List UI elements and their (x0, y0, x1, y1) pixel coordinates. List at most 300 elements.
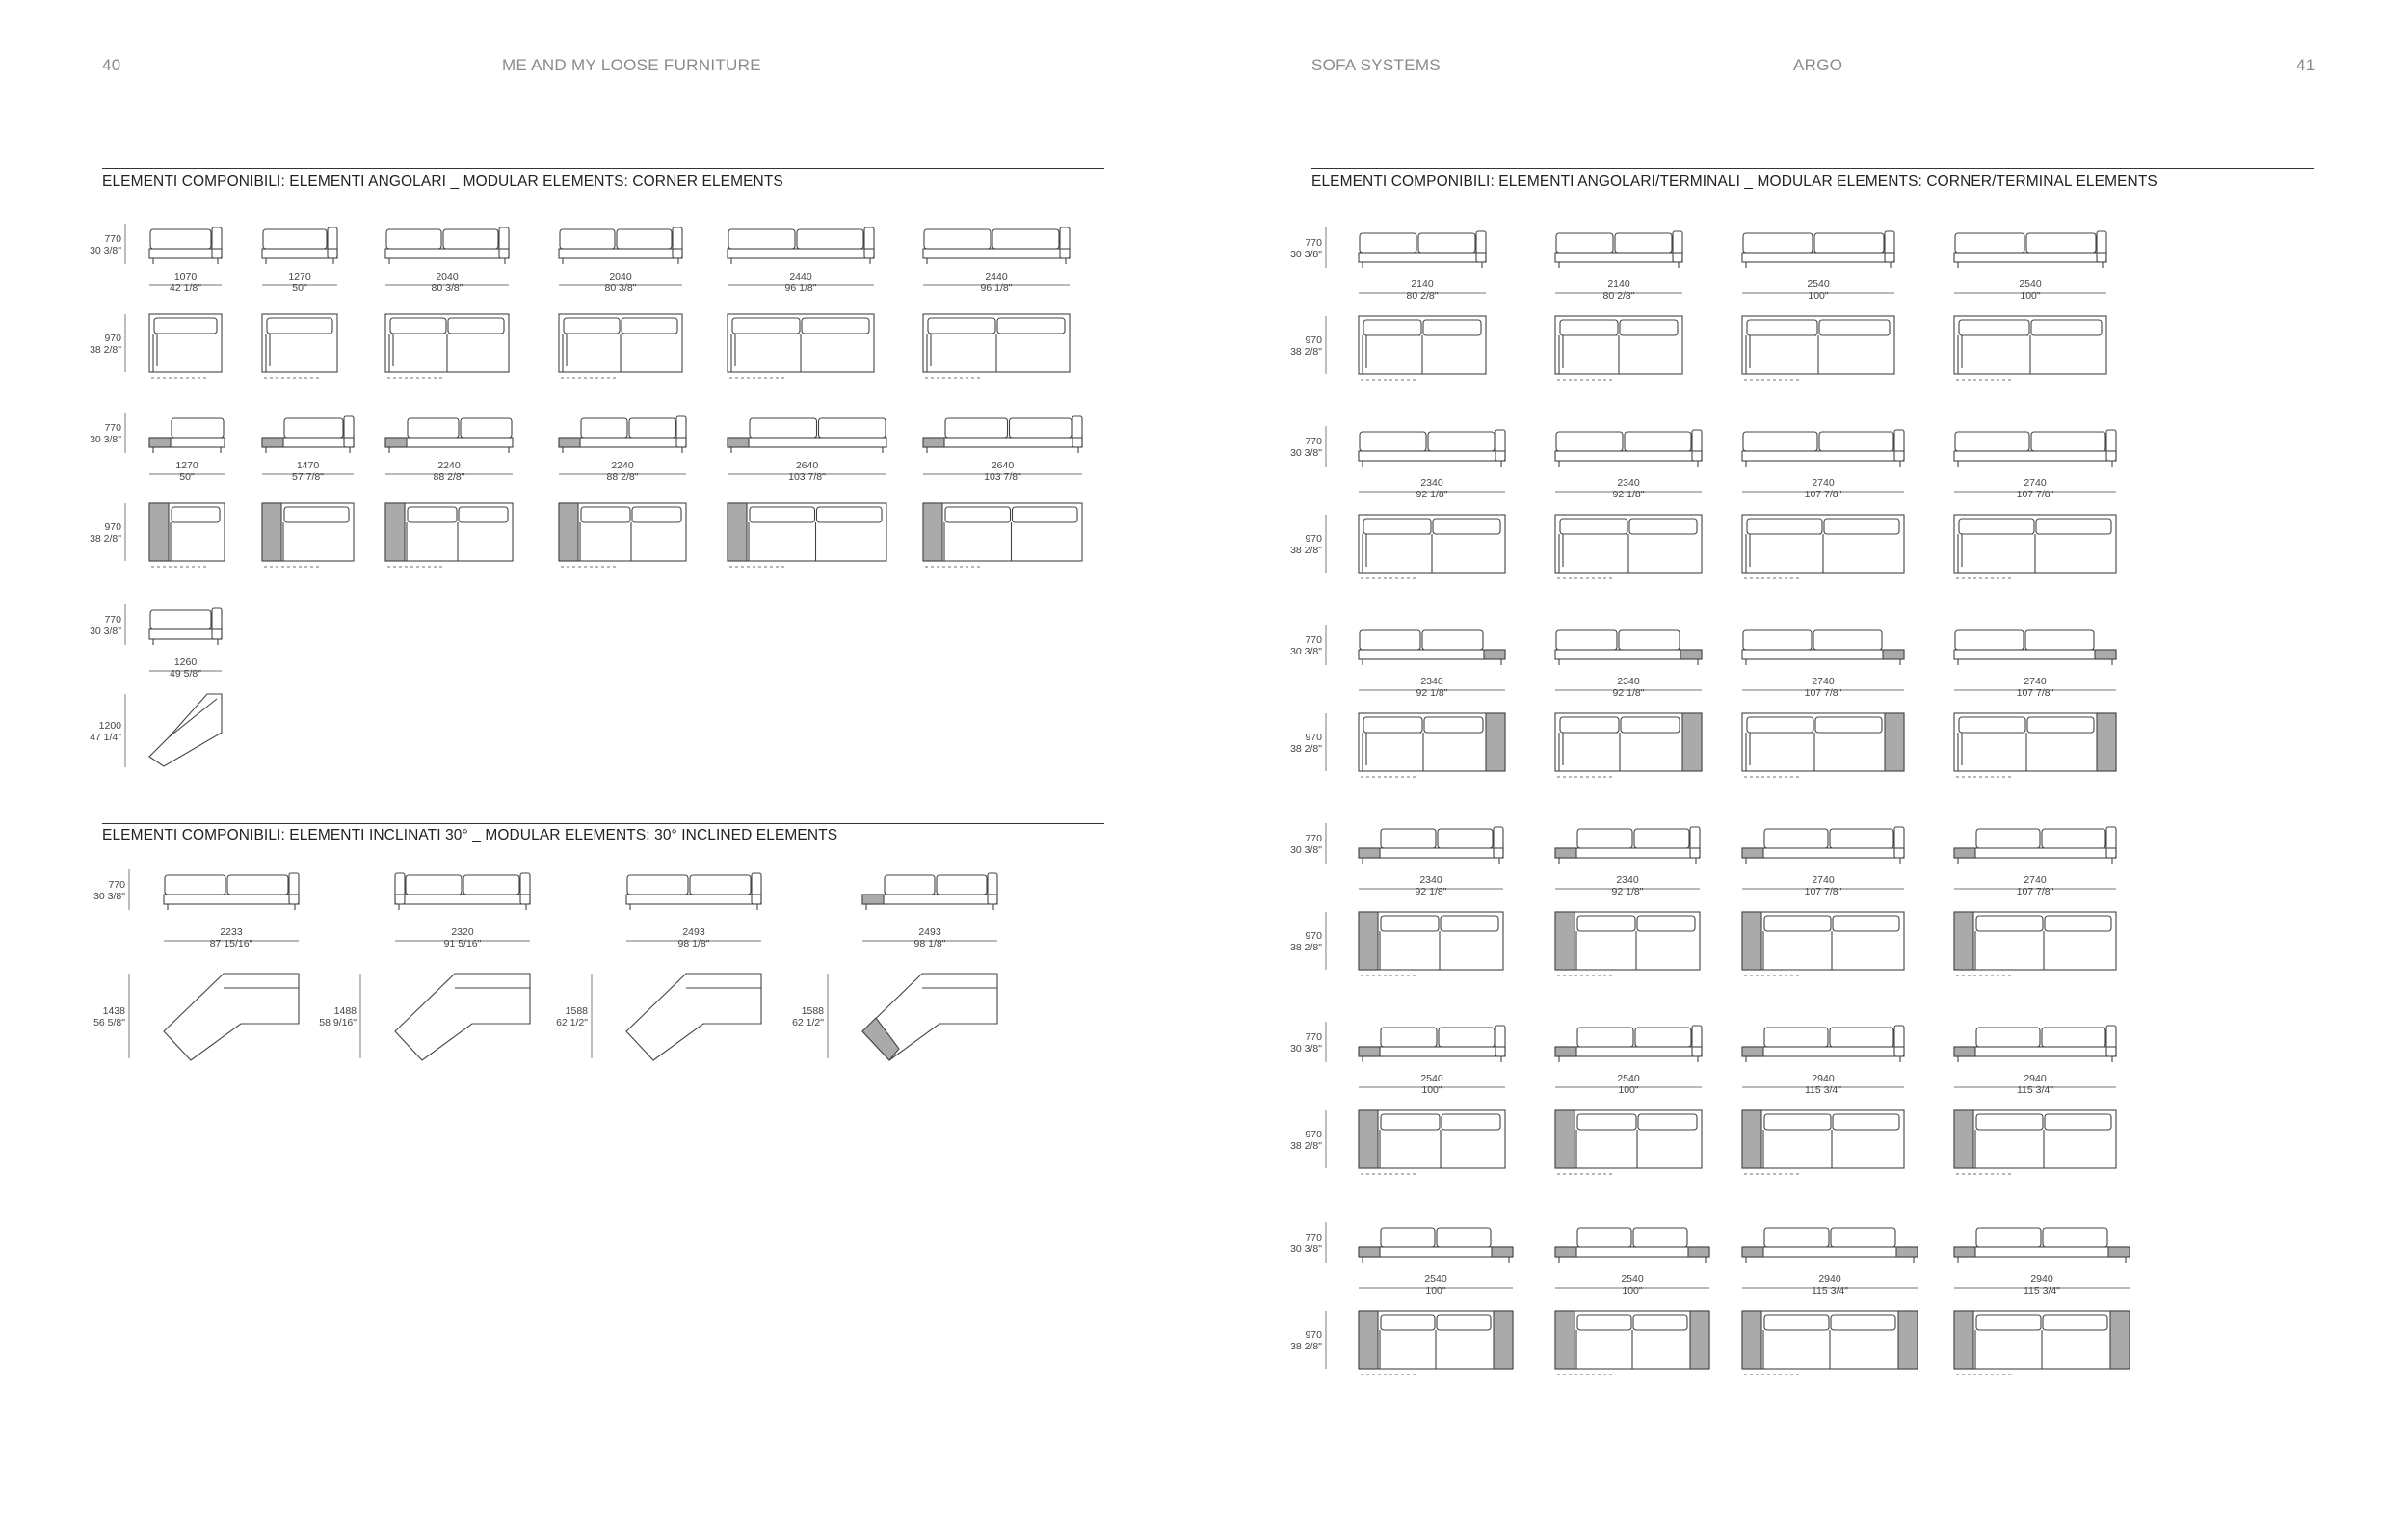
plan-view (1954, 1311, 2130, 1375)
terminal-module-4-1 (1555, 1026, 1702, 1174)
outline (945, 418, 1008, 438)
dimension-inch: 107 7/8" (1804, 886, 1842, 897)
dimension-mm: 2320 (451, 926, 474, 938)
outline (750, 418, 817, 438)
outline (1359, 1247, 1513, 1257)
dimension-mm: 970 (1305, 334, 1322, 346)
width-dimension (1742, 874, 1904, 897)
outline (1742, 848, 1763, 858)
outline (1381, 1114, 1440, 1130)
terminal-module-0-3 (1954, 231, 2106, 380)
dimension-inch: 92 1/8" (1612, 489, 1645, 500)
width-dimension (1359, 279, 1486, 302)
module-2-0 (90, 604, 222, 767)
outline (1815, 717, 1882, 733)
module-1-3 (559, 416, 686, 567)
front-view (1954, 1228, 2130, 1263)
dimension-inch: 115 3/4" (2024, 1285, 2060, 1296)
dimension-mm: 970 (1305, 1329, 1322, 1341)
dimension-inch: 47 1/4" (90, 732, 121, 743)
outline (1680, 650, 1702, 659)
height-dimension (93, 974, 129, 1058)
outline (1976, 1114, 2043, 1130)
outline (2108, 1247, 2130, 1257)
outline (1363, 717, 1422, 733)
outline (289, 873, 299, 904)
outline (1619, 630, 1680, 650)
outline (385, 503, 405, 561)
terminal-module-3-2 (1742, 827, 1904, 975)
outline (864, 227, 874, 258)
dimension-mm: 2540 (2019, 279, 2042, 290)
outline (1577, 916, 1635, 931)
dimension-inch: 80 2/8" (1406, 290, 1439, 302)
outline (559, 503, 578, 561)
front-view (395, 873, 530, 910)
outline (1954, 451, 2116, 461)
width-dimension (1555, 477, 1702, 500)
front-view (1555, 231, 1682, 268)
plan-view (385, 503, 513, 567)
outline (2031, 432, 2105, 451)
plan-view (262, 314, 337, 378)
width-dimension (923, 271, 1070, 294)
dimension-mm: 2540 (1617, 1073, 1640, 1084)
outline (408, 507, 457, 522)
module-0-3 (559, 227, 682, 378)
outline (1954, 1247, 1975, 1257)
outline (267, 318, 332, 334)
outline (1764, 1028, 1828, 1047)
front-view (1954, 231, 2106, 268)
front-view (1555, 1026, 1702, 1062)
front-view (1954, 630, 2116, 665)
outline (1833, 916, 1899, 931)
outline (1954, 1247, 2130, 1257)
width-dimension (1954, 1273, 2130, 1296)
front-view (1555, 1228, 1709, 1263)
outline (172, 507, 220, 522)
dimension-mm: 770 (1305, 1031, 1322, 1043)
outline (1954, 1047, 2116, 1056)
front-view (385, 227, 509, 264)
width-dimension (728, 460, 886, 483)
outline (395, 873, 405, 904)
outline (1830, 1028, 1893, 1047)
outline (149, 629, 222, 639)
outline (1633, 1228, 1687, 1247)
outline (1954, 1311, 1973, 1369)
terminal-module-5-1 (1555, 1228, 1709, 1375)
dimension-inch: 38 2/8" (1290, 743, 1322, 755)
outline (1556, 630, 1617, 650)
width-dimension (1555, 279, 1682, 302)
outline (885, 875, 935, 895)
outline (1560, 717, 1619, 733)
outline (1954, 253, 2106, 262)
dimension-mm: 2440 (985, 271, 1008, 282)
outline (1894, 430, 1904, 461)
outline (149, 694, 222, 766)
front-view (1555, 630, 1702, 665)
plan-view (1742, 515, 1904, 578)
outline (1954, 912, 1973, 970)
height-dimension (1290, 426, 1326, 467)
outline (629, 418, 675, 438)
outline (728, 503, 886, 561)
outline (1484, 650, 1505, 659)
outline (732, 318, 800, 334)
outline (463, 875, 519, 895)
outline (1560, 519, 1627, 534)
dimension-mm: 2940 (2030, 1273, 2053, 1285)
outline (1690, 1311, 1709, 1369)
height-dimension (90, 503, 125, 561)
width-dimension (164, 926, 299, 949)
terminal-module-2-0 (1290, 625, 1505, 777)
outline (1418, 233, 1475, 253)
plan-view (149, 503, 225, 567)
dimension-inch: 30 3/8" (1290, 1243, 1322, 1255)
outline (1742, 1047, 1904, 1056)
terminal-module-5-0 (1290, 1222, 1513, 1375)
dimension-mm: 1260 (173, 656, 198, 668)
outline (149, 503, 169, 561)
outline (1577, 1228, 1631, 1247)
outline (2025, 630, 2094, 650)
outline (862, 895, 884, 904)
dimension-mm: 970 (1305, 930, 1322, 942)
outline (1954, 713, 2116, 771)
dimension-mm: 1488 (333, 1005, 357, 1017)
outline (559, 438, 580, 447)
outline (728, 503, 747, 561)
outline (1764, 1315, 1829, 1330)
outline (1955, 233, 2024, 253)
outline (1742, 1110, 1904, 1168)
front-view (1954, 430, 2116, 467)
outline (1742, 912, 1904, 970)
outline (169, 699, 217, 737)
inclined-plan (395, 974, 530, 1060)
outline (1620, 320, 1678, 335)
outline (1743, 432, 1817, 451)
module-0-1 (262, 227, 337, 378)
outline (1959, 717, 2025, 733)
outline (1428, 432, 1495, 451)
plan-view (923, 503, 1082, 567)
dimension-inch: 96 1/8" (980, 282, 1013, 294)
outline (1955, 630, 2024, 650)
outline (1013, 507, 1078, 522)
outline (1381, 1228, 1435, 1247)
width-dimension (1555, 676, 1702, 699)
plan-view (1954, 515, 2116, 578)
front-view (923, 416, 1082, 453)
outline (328, 227, 337, 258)
front-view (728, 227, 874, 264)
outline (1814, 233, 1884, 253)
dimension-inch: 92 1/8" (1416, 489, 1448, 500)
dimension-mm: 970 (104, 521, 121, 533)
dimension-inch: 100" (1622, 1285, 1643, 1296)
front-view (385, 418, 513, 453)
plan-view (1742, 912, 1904, 975)
front-view (1742, 231, 1894, 268)
product-name: ARGO (1793, 56, 1843, 74)
dimension-inch: 80 3/8" (604, 282, 637, 294)
outline (1437, 1315, 1491, 1330)
width-dimension (1954, 279, 2106, 302)
height-dimension (1290, 1022, 1326, 1062)
outline (1742, 713, 1904, 771)
dimension-inch: 96 1/8" (784, 282, 817, 294)
plan-view (1954, 1110, 2116, 1174)
terminal-module-1-3 (1954, 430, 2116, 578)
outline (728, 229, 795, 249)
front-view (149, 608, 222, 645)
outline (1633, 1315, 1687, 1330)
width-dimension (559, 460, 686, 483)
height-dimension (1290, 227, 1326, 268)
outline (1743, 630, 1812, 650)
dimension-inch: 98 1/8" (913, 938, 946, 949)
terminal-module-0-2 (1742, 231, 1894, 380)
dimension-inch: 100" (2020, 290, 2041, 302)
outline (1747, 320, 1817, 335)
terminal-module-3-1 (1555, 827, 1700, 975)
plan-view (262, 503, 354, 567)
outline (1764, 829, 1828, 848)
front-view (862, 873, 997, 910)
dimension-inch: 88 2/8" (606, 471, 639, 483)
dimension-mm: 2340 (1616, 874, 1639, 886)
dimension-inch: 98 1/8" (677, 938, 710, 949)
dimension-inch: 115 3/4" (2017, 1084, 2053, 1096)
running-title-left: ME AND MY LOOSE FURNITURE (502, 56, 761, 74)
outline (2097, 231, 2106, 262)
dimension-inch: 42 1/8" (170, 282, 201, 294)
dimension-mm: 2440 (789, 271, 812, 282)
outline (2043, 1228, 2107, 1247)
outline (1831, 1228, 1895, 1247)
dimension-mm: 770 (104, 422, 121, 434)
dimension-inch: 30 3/8" (1290, 1043, 1322, 1055)
outline (227, 875, 288, 895)
plan-view (1555, 713, 1702, 777)
outline (1359, 1311, 1378, 1369)
outline (1555, 848, 1576, 858)
outline (862, 1018, 899, 1060)
dimension-inch: 107 7/8" (1804, 489, 1842, 500)
width-dimension (923, 460, 1082, 483)
dimension-mm: 770 (1305, 237, 1322, 249)
outline (1441, 916, 1498, 931)
outline (1555, 1311, 1574, 1369)
front-view (1359, 1026, 1505, 1062)
plan-view (1555, 912, 1700, 975)
outline (395, 895, 530, 904)
width-dimension (559, 271, 682, 294)
width-dimension (1742, 477, 1904, 500)
outline (1954, 1110, 1973, 1168)
front-view (1742, 430, 1904, 467)
outline (2110, 1311, 2130, 1369)
dimension-inch: 88 2/8" (433, 471, 465, 483)
outline (1742, 848, 1904, 858)
outline (1359, 253, 1486, 262)
dimension-inch: 80 3/8" (431, 282, 463, 294)
dimension-inch: 38 2/8" (1290, 942, 1322, 953)
outline (626, 974, 761, 1060)
outline (1976, 1315, 2041, 1330)
width-dimension (1359, 676, 1505, 699)
outline (2042, 1028, 2105, 1047)
width-dimension (262, 460, 354, 483)
outline (1381, 1028, 1437, 1047)
outline (2106, 430, 2116, 461)
plan-view (1359, 912, 1503, 975)
outline (1692, 430, 1702, 461)
outline (164, 895, 299, 904)
outline (1830, 829, 1893, 848)
outline (2097, 713, 2116, 771)
dimension-mm: 2240 (611, 460, 634, 471)
outline (1359, 912, 1378, 970)
terminal-module-4-3 (1954, 1026, 2116, 1174)
outline (1954, 848, 1975, 858)
outline (1577, 1114, 1636, 1130)
outline (1359, 1047, 1505, 1056)
outline (1954, 1110, 2116, 1168)
outline (560, 229, 615, 249)
outline (395, 974, 530, 1060)
terminal-module-1-0 (1290, 426, 1505, 578)
width-dimension (1555, 1273, 1709, 1296)
outline (1959, 519, 2034, 534)
dimension-inch: 38 2/8" (90, 533, 121, 545)
outline (1556, 432, 1623, 451)
outline (1555, 451, 1702, 461)
outline (1423, 320, 1481, 335)
outline (728, 438, 749, 447)
height-dimension (1290, 912, 1326, 970)
dimension-mm: 2640 (991, 460, 1015, 471)
outline (1495, 430, 1505, 461)
outline (1747, 519, 1822, 534)
outline (212, 227, 222, 258)
front-view (559, 227, 682, 264)
dimension-mm: 2540 (1420, 1073, 1443, 1084)
outline (632, 507, 681, 522)
module-1-0 (90, 413, 225, 567)
dimension-mm: 1270 (175, 460, 198, 471)
outline (1976, 1028, 2040, 1047)
outline (1359, 848, 1380, 858)
outline (923, 503, 942, 561)
dimension-mm: 970 (1305, 533, 1322, 545)
outline (622, 318, 677, 334)
outline (1883, 650, 1904, 659)
width-dimension (1742, 279, 1894, 302)
outline (2045, 1114, 2111, 1130)
width-dimension (1555, 874, 1700, 897)
outline (262, 314, 337, 372)
outline (1954, 1047, 1975, 1056)
outline (2045, 916, 2111, 931)
dimension-inch: 115 3/4" (1805, 1084, 1841, 1096)
outline (802, 318, 869, 334)
plan-view (1359, 316, 1486, 380)
outline (1954, 650, 2116, 659)
page-number-left: 40 (102, 56, 121, 74)
outline (1381, 829, 1436, 848)
terminal-module-2-2 (1742, 630, 1904, 777)
dimension-inch: 30 3/8" (90, 626, 121, 637)
outline (945, 507, 1011, 522)
outline (2027, 717, 2094, 733)
outline (923, 438, 944, 447)
outline (164, 974, 299, 1060)
outline (1359, 1247, 1380, 1257)
height-dimension (1290, 1222, 1326, 1263)
width-dimension (1954, 676, 2116, 699)
terminal-module-5-2 (1742, 1228, 1918, 1375)
terminal-module-4-0 (1290, 1022, 1505, 1174)
width-dimension (1359, 1073, 1505, 1096)
outline (1747, 717, 1813, 733)
dimension-mm: 770 (104, 233, 121, 245)
height-dimension (319, 974, 360, 1058)
outline (1813, 630, 1882, 650)
dimension-inch: 107 7/8" (1804, 687, 1842, 699)
dimension-inch: 100" (1421, 1084, 1442, 1096)
outline (728, 249, 874, 258)
dimension-mm: 2140 (1411, 279, 1434, 290)
inclined-plan (626, 974, 761, 1060)
dimension-inch: 100" (1425, 1285, 1446, 1296)
dimension-mm: 2940 (1812, 1073, 1835, 1084)
outline (385, 249, 509, 258)
dimension-mm: 2740 (2024, 676, 2047, 687)
front-view (1359, 430, 1505, 467)
outline (1437, 1228, 1491, 1247)
outline (1438, 829, 1493, 848)
module-0-0 (90, 224, 222, 378)
outline (1556, 233, 1613, 253)
width-dimension (1359, 874, 1503, 897)
module-1-5 (923, 416, 1082, 567)
section-title-inclined: ELEMENTI COMPONIBILI: ELEMENTI INCLINATI 30° _ MODULAR ELEMENTS: 30° INCLINED ELEMENTS (102, 827, 838, 843)
terminal-module-4-2 (1742, 1026, 1904, 1174)
front-view (1742, 630, 1904, 665)
height-dimension (1290, 713, 1326, 771)
plan-view (1359, 1311, 1513, 1375)
outline (1560, 320, 1618, 335)
plan-view (385, 314, 509, 378)
plan-view (1742, 316, 1894, 380)
dimension-mm: 770 (1305, 436, 1322, 447)
height-dimension (1290, 1110, 1326, 1168)
terminal-module-5-3 (1954, 1228, 2130, 1375)
width-dimension (149, 460, 225, 483)
width-dimension (1954, 874, 2116, 897)
outline (212, 608, 222, 639)
outline (1954, 848, 2116, 858)
dimension-inch: 50" (292, 282, 307, 294)
outline (520, 873, 530, 904)
outline (676, 416, 686, 447)
